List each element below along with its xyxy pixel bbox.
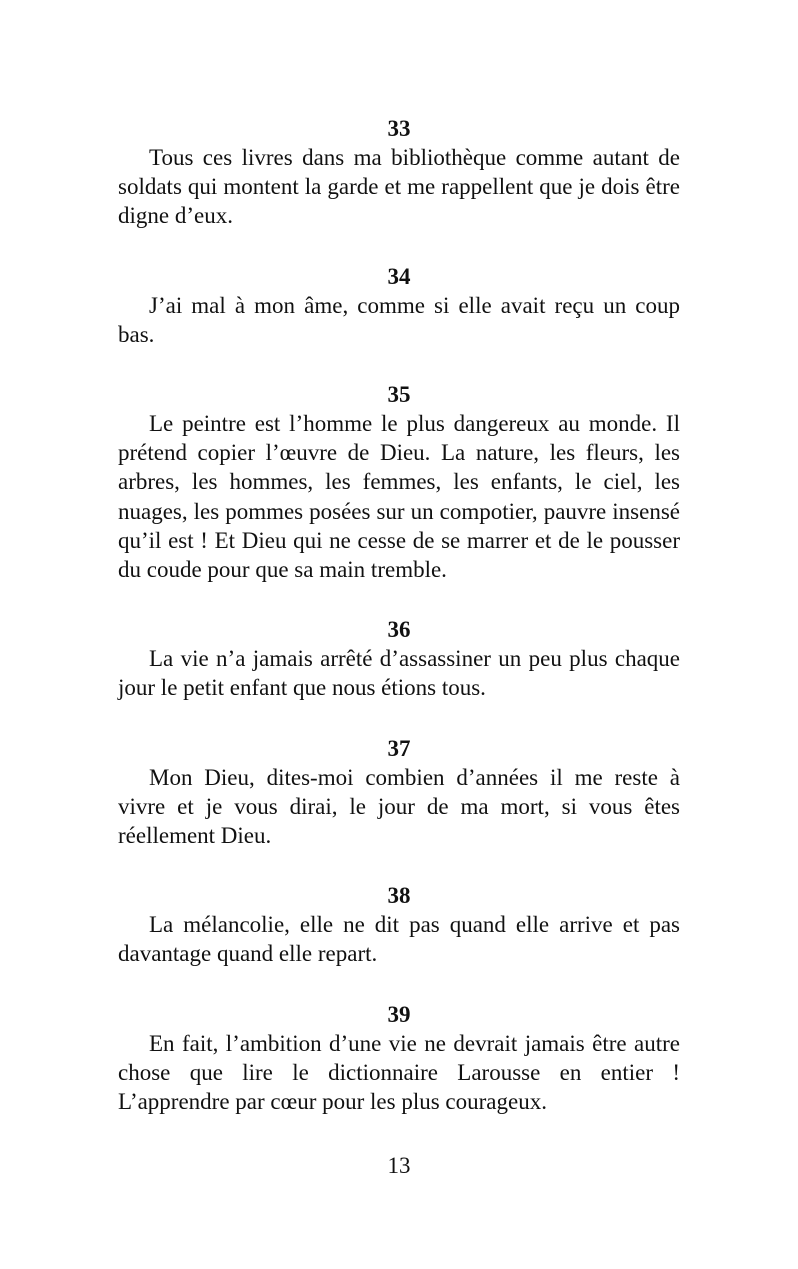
- aphorism-35: [118, 380, 680, 584]
- aphorism-number: 35: [387, 382, 411, 408]
- aphorism-text: La vie n’a jamais arrêté d’assassiner un peu plus chaque jour le petit enfant que nous étions tous.: [118, 646, 680, 701]
- aphorism-text: La mélancolie, elle ne dit pas quand elle arrive et pas davantage quand elle repart.: [118, 912, 680, 967]
- page-body: [118, 114, 680, 1147]
- aphorism-number: 39: [387, 1001, 411, 1027]
- page-number: 13: [387, 1153, 411, 1178]
- aphorism-text: Tous ces livres dans ma bibliothèque comme autant de soldats qui montent la garde et me rappellent que je dois être digne d’eux.: [118, 145, 680, 229]
- aphorism-34: [118, 262, 680, 349]
- aphorism-text: Mon Dieu, dites-moi combien d’années il me reste à vivre et je vous dirai, le jour de ma mort, si vous êtes réellement Dieu.: [118, 764, 680, 849]
- aphorism-38: [118, 881, 680, 968]
- aphorism-text: En fait, l’ambition d’une vie ne devrait jamais être autre chose que lire le dictionnaire Larousse en entier ! L’apprendre par cœur pour les plus courageux.: [118, 1030, 680, 1115]
- aphorism-text: Le peintre est l’homme le plus dangereux au monde. Il prétend copier l’œuvre de Dieu. La nature, les fleurs, les arbres, les hommes, les femmes, les enfants, le ciel, les nuages, les pommes posées sur un compotier, pauvre insensé qu’il est ! Et Dieu qui ne cesse de se marrer et de le pousser du coude pour que sa main tremble.: [118, 411, 680, 583]
- aphorism-text: J’ai mal à mon âme, comme si elle avait reçu un coup bas.: [118, 292, 680, 347]
- aphorism-39: [118, 1000, 680, 1117]
- aphorism-number: 36: [387, 617, 411, 643]
- aphorism-number: 38: [387, 883, 411, 909]
- aphorism-37: [118, 734, 680, 851]
- aphorism-33: [118, 114, 680, 231]
- aphorism-number: 37: [387, 735, 411, 761]
- aphorism-number: 33: [387, 116, 411, 141]
- aphorism-36: [118, 615, 680, 702]
- aphorism-number: 34: [387, 263, 411, 289]
